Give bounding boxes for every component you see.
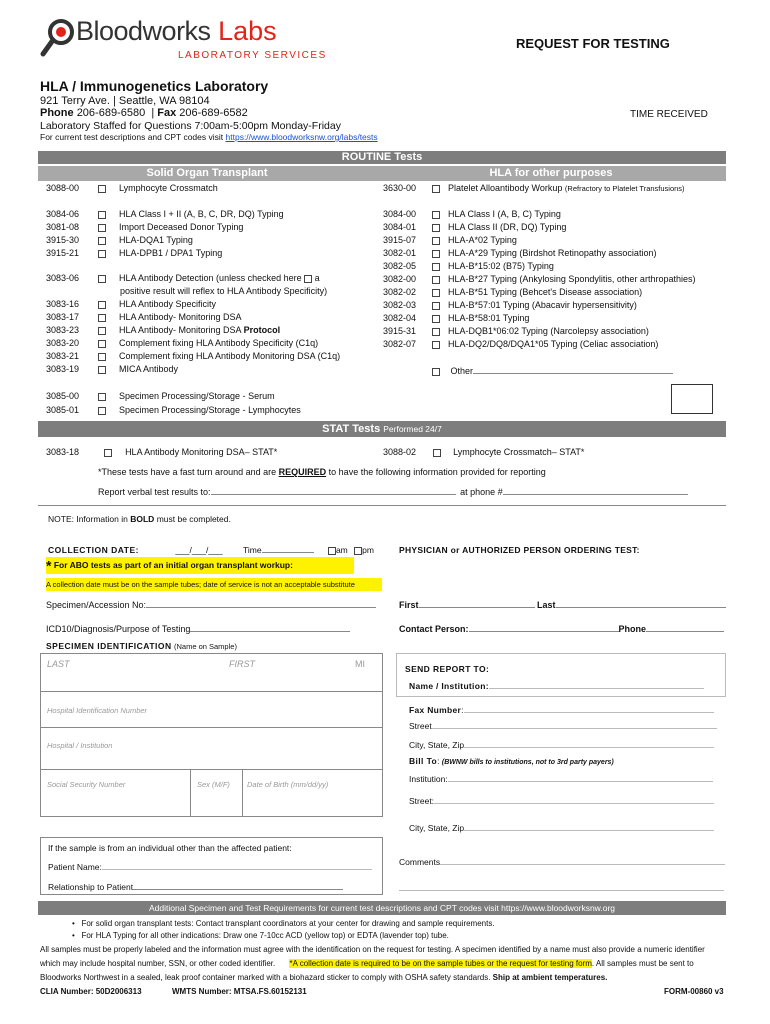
wmts-number: WMTS Number: MTSA.FS.60152131 xyxy=(172,987,307,996)
list-item xyxy=(383,339,658,350)
footer-para-2: which may include hospital number, SSN, or other coded identifier. *A collection date is required to be on the sample tubes or the request for testing form. All samples must be sent to xyxy=(40,959,694,968)
comments-row: Comments xyxy=(399,857,725,867)
test-checkbox[interactable] xyxy=(98,340,106,348)
test-code: 3088-00 xyxy=(46,183,80,193)
patient-name-row: Patient Name: xyxy=(48,862,372,872)
test-code: 3083-23 xyxy=(46,325,80,335)
contact-row: Contact Person: Phone xyxy=(399,624,724,634)
icd-row: ICD10/Diagnosis/Purpose of Testing xyxy=(46,624,350,634)
collection-row: COLLECTION DATE: ___/___/___ Time am pm xyxy=(48,545,374,555)
city-row: City, State, Zip xyxy=(409,740,714,750)
icd-field[interactable] xyxy=(190,631,350,632)
test-checkbox[interactable] xyxy=(432,263,440,271)
test-label: HLA Antibody Specificity xyxy=(119,299,217,309)
relationship-field[interactable] xyxy=(133,889,343,890)
list-item xyxy=(383,326,649,337)
test-label: HLA Class I + II (A, B, C, DR, DQ) Typing xyxy=(119,209,284,219)
test-label: Complement fixing HLA Antibody Monitoring DSA (C1q) xyxy=(119,351,341,361)
other-row xyxy=(432,366,673,376)
list-item xyxy=(46,312,242,323)
test-label: MICA Antibody xyxy=(119,364,179,374)
specimen-id-box xyxy=(40,653,383,817)
test-code: 3083-19 xyxy=(46,364,80,374)
specimen-id-header: SPECIMEN IDENTIFICATION (Name on Sample) xyxy=(46,641,237,651)
verbal-phone-field[interactable] xyxy=(503,494,688,495)
list-item xyxy=(46,209,284,220)
test-checkbox[interactable] xyxy=(432,341,440,349)
test-checkbox[interactable] xyxy=(432,289,440,297)
test-label: HLA-DQB1*06:02 Typing (Narcolepsy association) xyxy=(448,326,649,336)
dob-field[interactable]: Date of Birth (mm/dd/yy) xyxy=(247,780,329,789)
relationship-row: Relationship to Patient xyxy=(48,882,343,892)
test-checkbox[interactable] xyxy=(98,407,106,415)
list-item xyxy=(46,222,243,233)
verbal-results-field[interactable] xyxy=(211,494,456,495)
list-item xyxy=(383,274,695,285)
list-item: • For HLA Typing for all other indications: Draw one 7-10cc ACD (yellow top) or EDTA (lavender top) tube. xyxy=(72,931,449,940)
am-checkbox[interactable] xyxy=(328,547,336,555)
test-label: HLA-A*02 Typing xyxy=(448,235,517,245)
list-item xyxy=(383,183,685,194)
fax-number-field[interactable] xyxy=(464,712,714,713)
specimen-accession-field[interactable] xyxy=(146,607,376,608)
hospital-id-field[interactable]: Hospital Identification Number xyxy=(41,692,382,728)
test-code: 3630-00 xyxy=(383,183,417,193)
physician-last-field[interactable] xyxy=(556,607,726,608)
stat-right-row: 3088-02 Lymphocyte Crossmatch– STAT* xyxy=(383,447,585,457)
test-checkbox[interactable] xyxy=(432,224,440,232)
test-checkbox[interactable] xyxy=(432,315,440,323)
lab-phone-fax: Phone 206-689-6580 | Fax 206-689-6582 xyxy=(40,107,248,119)
time-received-box[interactable] xyxy=(671,384,713,414)
list-item: • For solid organ transplant tests: Contact transplant coordinators at your center for drawing and sample requirements. xyxy=(72,919,495,928)
test-checkbox[interactable] xyxy=(98,314,106,322)
physician-first-field[interactable] xyxy=(419,607,535,608)
test-label: HLA-DQA1 Typing xyxy=(119,235,193,245)
abo-note: * For ABO tests as part of an initial organ transplant workup: xyxy=(46,557,354,574)
test-label-cont: positive result will reflex to HLA Antibody Specificity) xyxy=(120,286,328,296)
test-code: 3083-17 xyxy=(46,312,80,322)
bill-institution-field[interactable] xyxy=(448,781,713,782)
test-checkbox[interactable] xyxy=(98,366,106,374)
test-label: HLA-B*58:01 Typing xyxy=(448,313,530,323)
test-code: 3082-01 xyxy=(383,248,417,258)
test-checkbox[interactable] xyxy=(98,185,106,193)
test-label-bold: Protocol xyxy=(243,325,281,335)
name-institution-field[interactable] xyxy=(489,688,704,689)
form-title: REQUEST FOR TESTING xyxy=(516,36,670,51)
contact-field[interactable] xyxy=(469,631,619,632)
pm-checkbox[interactable] xyxy=(354,547,362,555)
test-checkbox[interactable] xyxy=(98,301,106,309)
test-label: Specimen Processing/Storage - Lymphocytes xyxy=(119,405,301,415)
other-field[interactable] xyxy=(473,373,673,374)
test-checkbox[interactable] xyxy=(98,327,106,335)
comments-line2[interactable] xyxy=(399,890,724,891)
test-checkbox[interactable] xyxy=(98,275,106,283)
list-item xyxy=(46,364,178,375)
city-field[interactable] xyxy=(464,747,714,748)
affected-note: If the sample is from an individual other than the affected patient: xyxy=(48,843,292,853)
list-item xyxy=(383,300,637,311)
test-label: HLA Class I (A, B, C) Typing xyxy=(448,209,561,219)
test-label: HLA Class II (DR, DQ) Typing xyxy=(448,222,567,232)
test-label: HLA-DPB1 / DPA1 Typing xyxy=(119,248,223,258)
list-item xyxy=(46,248,222,259)
test-checkbox[interactable] xyxy=(98,353,106,361)
lab-name: HLA / Immunogenetics Laboratory xyxy=(40,78,269,94)
test-label: HLA-A*29 Typing (Birdshot Retinopathy association) xyxy=(448,248,657,258)
collection-date-field[interactable]: ___/___/___ xyxy=(175,545,223,555)
cpt-note: For current test descriptions and CPT codes visit https://www.bloodworksnw.org/labs/tests xyxy=(40,132,378,142)
test-code: 3082-00 xyxy=(383,274,417,284)
test-code: 3915-31 xyxy=(383,326,417,336)
test-code: 3084-00 xyxy=(383,209,417,219)
test-code: 3082-04 xyxy=(383,313,417,323)
test-label: Specimen Processing/Storage - Serum xyxy=(119,391,275,401)
verbal-results-row: Report verbal test results to: at phone # xyxy=(98,487,688,497)
hla-other-header: HLA for other purposes xyxy=(376,166,726,181)
other-checkbox[interactable] xyxy=(432,368,440,376)
staffed-hours: Laboratory Staffed for Questions 7:00am-5:00pm Monday-Friday xyxy=(40,120,341,132)
test-label: Complement fixing HLA Antibody Specificity (C1q) xyxy=(119,338,319,348)
list-item xyxy=(46,338,318,349)
test-checkbox[interactable] xyxy=(432,328,440,336)
bill-city-field[interactable] xyxy=(464,830,714,831)
test-label: HLA-B*57:01 Typing (Abacavir hypersensitivity) xyxy=(448,300,637,310)
list-item xyxy=(46,183,218,194)
bold-note: NOTE: Information in BOLD must be completed. xyxy=(48,514,231,524)
test-checkbox[interactable] xyxy=(432,185,440,193)
test-code: 3084-01 xyxy=(383,222,417,232)
no-reflex-checkbox[interactable] xyxy=(304,275,312,283)
routine-tests-header: ROUTINE Tests xyxy=(38,151,726,164)
footer-para-1: All samples must be properly labeled and the information must agree with the identification on the request for testing. A specimen identified by a name must also provide a numeric identifier xyxy=(40,945,705,954)
test-label: HLA Antibody- Monitoring DSA xyxy=(119,312,242,322)
test-label: HLA Antibody Detection (unless checked here xyxy=(119,273,302,283)
list-item xyxy=(383,248,656,259)
list-item xyxy=(46,235,193,246)
test-code: 3082-07 xyxy=(383,339,417,349)
lab-address: 921 Terry Ave. | Seattle, WA 98104 xyxy=(40,95,210,107)
stat-dsa-checkbox[interactable] xyxy=(104,449,112,457)
clia-number: CLIA Number: 50D2006313 xyxy=(40,987,142,996)
list-item xyxy=(383,287,642,298)
requirements-list xyxy=(72,919,495,940)
stat-crossmatch-checkbox[interactable] xyxy=(433,449,441,457)
test-code: 3915-07 xyxy=(383,235,417,245)
test-code: 3082-03 xyxy=(383,300,417,310)
test-checkbox[interactable] xyxy=(98,224,106,232)
list-item xyxy=(383,222,566,233)
test-label: Import Deceased Donor Typing xyxy=(119,222,244,232)
bill-city-row: City, State, Zip xyxy=(409,823,714,833)
test-label: Platelet Alloantibody Workup xyxy=(448,183,563,193)
magnifier-logo-icon xyxy=(40,18,76,58)
test-label: HLA-B*15:02 (B75) Typing xyxy=(448,261,554,271)
list-item xyxy=(383,209,561,220)
requirements-bar: Additional Specimen and Test Requirements for current test descriptions and CPT codes visit https://www.bloodworksnw.org xyxy=(38,901,726,915)
list-item xyxy=(46,391,275,402)
test-code: 3083-06 xyxy=(46,273,80,283)
brand-main: Bloodworks xyxy=(76,16,211,46)
stat-tests-header: STAT Tests Performed 24/7 xyxy=(38,421,726,437)
bill-street-field[interactable] xyxy=(434,803,714,804)
stat-left-row: 3083-18 HLA Antibody Monitoring DSA– STAT* xyxy=(46,447,278,457)
fax-row: Fax Number: xyxy=(409,705,714,715)
test-checkbox[interactable] xyxy=(432,211,440,219)
bill-street-row: Street: xyxy=(409,796,714,806)
test-checkbox[interactable] xyxy=(98,237,106,245)
hospital-field[interactable]: Hospital / Institution xyxy=(41,728,382,770)
time-received-label: TIME RECEIVED xyxy=(630,109,708,120)
test-checkbox[interactable] xyxy=(98,211,106,219)
list-item xyxy=(46,299,216,310)
test-code: 3915-30 xyxy=(46,235,80,245)
footer-para-3: Bloodworks Northwest in a sealed, leak proof container marked with a biohazard sticker to comply with OSHA safety standards. Ship at ambient temperatures. xyxy=(40,973,608,982)
stat-note: *These tests have a fast turn around and are REQUIRED to have the following information provided for reporting xyxy=(98,467,546,477)
test-checkbox[interactable] xyxy=(432,302,440,310)
other-patient-name-field[interactable] xyxy=(102,869,372,870)
send-report-label: SEND REPORT TO: xyxy=(405,664,490,674)
list-item: 3083-06 HLA Antibody Detection (unless checked here a positive result will reflex to HLA Antibody Specificity) xyxy=(46,273,328,296)
sex-field[interactable]: Sex (M/F) xyxy=(191,770,243,816)
patient-name-field[interactable]: LAST FIRST MI xyxy=(41,654,382,692)
name-institution-row: Name / Institution: xyxy=(409,681,704,691)
logo xyxy=(38,14,328,66)
contact-phone-field[interactable] xyxy=(646,631,724,632)
test-code: 3085-00 xyxy=(46,391,80,401)
other-label: Other xyxy=(450,366,474,376)
test-code: 3083-20 xyxy=(46,338,80,348)
test-label: Lymphocyte Crossmatch xyxy=(119,183,218,193)
test-checkbox[interactable] xyxy=(432,276,440,284)
test-code: 3083-16 xyxy=(46,299,80,309)
physician-name-row: First Last xyxy=(399,600,726,610)
bill-to-row: Bill To: (BWNW bills to institutions, not to 3rd party payers) xyxy=(409,756,614,766)
test-code: 3085-01 xyxy=(46,405,80,415)
form-top-rule xyxy=(38,505,726,506)
brand-sub: LABORATORY SERVICES xyxy=(178,50,327,61)
comments-field[interactable] xyxy=(440,864,725,865)
street-row: Street xyxy=(409,721,717,731)
test-label: HLA-DQ2/DQ8/DQA1*05 Typing (Celiac association) xyxy=(448,339,659,349)
list-item xyxy=(46,325,280,336)
test-checkbox[interactable] xyxy=(98,250,106,258)
bill-institution-row: Institution: xyxy=(409,774,713,784)
test-checkbox[interactable] xyxy=(432,250,440,258)
test-code: 3082-05 xyxy=(383,261,417,271)
physician-label: PHYSICIAN or AUTHORIZED PERSON ORDERING TEST: xyxy=(399,545,640,555)
test-note: (Refractory to Platelet Transfusions) xyxy=(564,184,685,193)
list-item xyxy=(383,261,554,272)
collection-time-field[interactable] xyxy=(262,552,314,553)
test-code: 3083-21 xyxy=(46,351,80,361)
list-item xyxy=(383,313,529,324)
test-label: HLA-B*51 Typing (Behcet's Disease association) xyxy=(448,287,643,297)
collection-note: A collection date must be on the sample tubes; date of service is not an acceptable substitute xyxy=(46,578,382,591)
list-item xyxy=(46,405,301,416)
ssn-field[interactable]: Social Security Number xyxy=(41,770,191,816)
test-code: 3915-21 xyxy=(46,248,80,258)
specimen-accession-row: Specimen/Accession No: xyxy=(46,600,376,610)
form-number: FORM-00860 v3 xyxy=(664,987,724,996)
test-checkbox[interactable] xyxy=(98,393,106,401)
brand-labs: Labs xyxy=(218,16,277,46)
list-item xyxy=(46,351,340,362)
test-checkbox[interactable] xyxy=(432,237,440,245)
cpt-link[interactable]: https://www.bloodworksnw.org/labs/tests xyxy=(225,132,378,142)
list-item xyxy=(383,235,517,246)
solid-organ-header: Solid Organ Transplant xyxy=(38,166,376,181)
test-label: HLA Antibody- Monitoring DSA xyxy=(119,325,242,335)
test-code: 3082-02 xyxy=(383,287,417,297)
test-code: 3081-08 xyxy=(46,222,80,232)
test-code: 3084-06 xyxy=(46,209,80,219)
test-label: HLA-B*27 Typing (Ankylosing Spondylitis, other arthropathies) xyxy=(448,274,696,284)
street-field[interactable] xyxy=(432,728,717,729)
